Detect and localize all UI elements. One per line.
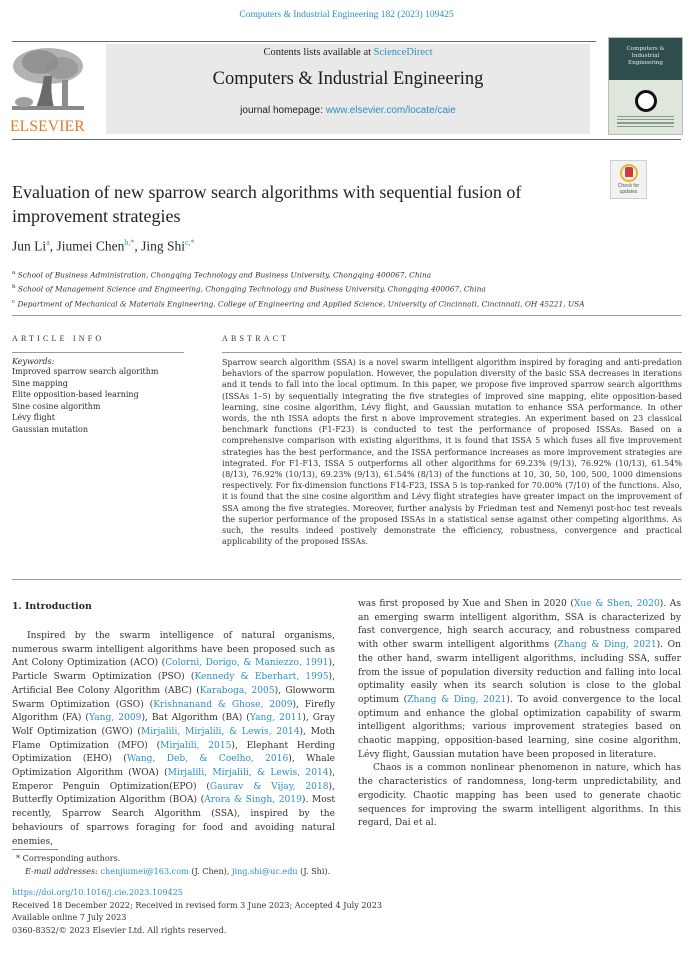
citation-link[interactable]: Karaboga, 2005	[199, 685, 275, 696]
keywords-label: Keywords:	[12, 357, 55, 366]
copyright: 0360-8352/© 2023 Elsevier Ltd. All rights reserved.	[12, 924, 227, 935]
check-for-updates-button[interactable]: Check for updates	[610, 160, 647, 199]
keyword: Sine mapping	[12, 378, 68, 388]
running-head[interactable]	[0, 10, 693, 20]
citation-link[interactable]: Yang, 2009	[88, 713, 142, 724]
keyword: Elite opposition-based learning	[12, 390, 139, 399]
citation-link[interactable]: Wang, Deb, & Coelho, 2016	[126, 754, 289, 765]
cover-title-block: Computers & Industrial Engineering	[609, 38, 682, 80]
cover-emblem-icon	[635, 90, 657, 112]
citation-link[interactable]: Xue & Shen, 2020	[573, 599, 660, 609]
author-affil-marker[interactable]: a	[46, 238, 50, 247]
author-affil-marker[interactable]: b,*	[124, 238, 135, 247]
author-affil-marker[interactable]: c,*	[184, 238, 195, 247]
affiliation: $^b$ School of Management Science and Engineering, Chongqing Technology and Business University, Chongqing 400067, China	[12, 284, 486, 294]
intro-paragraph: was first proposed by Xue and Shen in 2020 (Xue & Shen, 2020). As an emerging swarm intelligent algorithm, SSA is characterized by fast convergence, high search accuracy, and robustness compared with other swarm intelligent algorithms (Zhang & Ding, 2021). On the other hand, swarm intelligent algorithms, including SSA, suffer from the issue of population diversity reduction and falling into local optimality easily when its search solution is close to the global optimum (Zhang & Ding, 2021). To avoid convergence to the local optimum and enhance the global optimization capability of swarm intelligent algorithms; various improvement strategies based on chaotic mapping, opposition-based learning, sine cosine algorithm, Lévy flight, Gaussian mutation have been proposed in literature.	[358, 599, 681, 760]
footnotes	[16, 852, 330, 877]
journal-homepage-link[interactable]: www.elsevier.com/locate/caie	[325, 105, 456, 116]
crossmark-icon	[620, 164, 638, 182]
keyword: Lévy flight	[12, 413, 56, 422]
journal-homepage-line: journal homepage: www.elsevier.com/locate/caie	[240, 105, 456, 116]
header-rule-top	[12, 41, 596, 42]
journal-title: Computers & Industrial Engineering	[212, 69, 484, 89]
abstract-heading: ABSTRACT	[222, 334, 290, 343]
journal-cover-thumbnail[interactable]	[608, 37, 683, 135]
email-note: E-mail addresses: chenjiumei@163.com (J. Chen), jing.shi@uc.edu (J. Shi).	[25, 865, 331, 876]
body-column-left	[12, 630, 335, 849]
keyword: Sine cosine algorithm	[12, 401, 101, 411]
received-dates: Received 18 December 2022; Received in revised form 3 June 2023; Accepted 4 July 2023	[12, 899, 383, 910]
body-column-right	[358, 598, 681, 831]
author-name[interactable]: Jiumei Chen	[56, 238, 125, 254]
header-rule-bottom	[12, 139, 681, 140]
article-info-heading: ARTICLE INFO	[12, 334, 105, 343]
keyword: Improved sparrow search algorithm	[12, 367, 159, 376]
footnote-rule	[12, 849, 58, 850]
citation-link[interactable]: Arora & Singh, 2019	[204, 795, 302, 806]
elsevier-logo[interactable]	[10, 46, 90, 134]
abstract-text: Sparrow search algorithm (SSA) is a novel swarm intelligent algorithm inspired by foraging and anti-predation behaviors of the sparrow population. However, the population diversity of the basic SSA decreases in iterations and it tends to fall into the local optimum. In this paper, we propose five improved sparrow search algorithms (ISSAs 1–5) by sequentially integrating the five strategies of improved sine mapping, elite opposition-based learning, sine cosine algorithm, Lévy flight, and Gaussian mutation to enhance SSA performance. In other words, the nth ISSA adopts the first n above improvement strategies. An experiment based on 23 classical benchmark functions (F1-F23) is conducted to test the performance of proposed ISSAs. Based on a comprehensive comparison with existing algorithms, it is found that ISSA 5 which fuses all five improvement strategies has the best performance, and the ISSA performance increases as more improvement strategies are integrated. For F1-F13, ISSA 5 outperforms all other algorithms for 69.23% (9/13), 76.92% (10/13), 61.54% (8/13), 76.92% (10/13), 69.23% (9/13), 61.54% (8/13) of the functions at 10, 30, 50, 100, 500, 1000 dimensions respectively. For fix-dimension functions F14-F23, ISSA 5 is top-ranked for 70.00% (7/10) of the functions. Also, it is found that the sine cosine algorithm and Lévy flight strategies have greater impact on the improvement of SSA among the five strategies. Moreover, further analysis by Friedman test and Nemenyi post-hoc test reveals the superior performance of the proposed ISSAs in a statistical sense against other competing algorithms. As such, the results indeed postively demonstrate the efficiency, robustness, convergence and practical applicability of the proposed ISSAs.	[222, 358, 682, 547]
author-list: Jun Li$^a$, Jiumei Chen$^{b,*}$, Jing Shi$^{c,*}$	[12, 238, 195, 254]
citation-link[interactable]: Zhang & Ding, 2021	[407, 694, 507, 705]
introduction-heading: 1. Introduction	[12, 601, 92, 612]
citation-link[interactable]: Mirjalili, 2015	[160, 740, 232, 751]
doi-link[interactable]: https://doi.org/10.1016/j.cie.2023.109425	[12, 887, 183, 897]
citation-link[interactable]: Kennedy & Eberhart, 1995	[194, 672, 329, 683]
citation-link[interactable]: Yang, 2011	[249, 713, 303, 724]
email-link[interactable]: jing.shi@uc.edu	[231, 865, 298, 876]
cover-fine-print	[609, 116, 682, 127]
author-name[interactable]: Jing Shi	[141, 238, 185, 254]
article-metadata	[12, 886, 382, 936]
contents-line: Contents lists available at ScienceDirect	[263, 47, 433, 58]
journal-masthead	[106, 44, 590, 134]
author-name[interactable]: Jun Li	[12, 238, 47, 254]
citation-link[interactable]: Colorni, Dorigo, & Maniezzo, 1991	[165, 658, 329, 669]
citation-link[interactable]: Krishnanand & Ghose, 2009	[153, 699, 293, 710]
article-title: Evaluation of new sparrow search algorithms with sequential fusion of improvement strategies	[12, 182, 522, 226]
elsevier-tree-icon	[10, 46, 86, 112]
intro-paragraph: Inspired by the swarm intelligence of natural organisms, numerous swarm intelligent algorithms have been proposed such as Ant Colony Optimization (ACO) (Colorni, Dorigo, & Maniezzo, 1991), Particle Swarm Optimization (PSO) (Kennedy & Eberhart, 1995), Artificial Bee Colony Algorithm (ABC) (Karaboga, 2005), Glowworm Swarm Optimization (GSO) (Krishnanand & Ghose, 2009), Firefly Algorithm (FA) (Yang, 2009), Bat Algorithm (BA) (Yang, 2011), Gray Wolf Optimization (GWO) (Mirjalili, Mirjalili, & Lewis, 2014), Moth Flame Optimization (MFO) (Mirjalili, 2015), Elephant Herding Optimization (EHO) (Wang, Deb, & Coelho, 2016), Whale Optimization Algorithm (WOA) (Mirjalili, Mirjalili, & Lewis, 2014), Emperor Penguin Optimization(EPO) (Gaurav & Vijay, 2018), Butterfly Optimization Algorithm (BOA) (Arora & Singh, 2019). Most recently, Sparrow Search Algorithm (SSA), inspired by the behaviours of sparrows foraging for food and avoiding natural enemies,	[12, 631, 336, 847]
article-info-rule	[12, 352, 184, 353]
elsevier-wordmark: ELSEVIER	[10, 118, 85, 135]
affiliation: $^c$ Department of Mechanical & Materials Engineering, College of Engineering and Applied Science, University of Cincinnati, Cincinnati, OH 45221, USA	[12, 298, 585, 309]
affiliations	[12, 267, 585, 310]
citation-link[interactable]: Gaurav & Vijay, 2018	[209, 781, 329, 792]
keyword: Gaussian mutation	[12, 424, 89, 434]
intro-paragraph: Chaos is a common nonlinear phenomenon in nature, which has the characteristics of randomness, long-term unpredictability, and ergodicity. Chaotic mapping has been used to generate chaotic sequences for improving the swarm intelligent algorithms. In this regard, Dai et al.	[358, 763, 681, 829]
available-online: Available online 7 July 2023	[12, 912, 127, 922]
citation-link[interactable]: Mirjalili, Mirjalili, & Lewis, 2014	[140, 726, 300, 737]
abstract	[222, 334, 682, 547]
journal-citation-link[interactable]: Computers & Industrial Engineering 182 (2023) 109425	[239, 10, 454, 20]
corresponding-note: * Corresponding authors.	[16, 853, 121, 863]
section-divider	[12, 315, 681, 316]
citation-link[interactable]: Mirjalili, Mirjalili, & Lewis, 2014	[167, 768, 329, 779]
abstract-rule	[222, 352, 682, 353]
affiliation: $^a$ School of Business Administration, Chongqing Technology and Business University, Chongqing 400067, China	[12, 270, 432, 280]
sciencedirect-link[interactable]: ScienceDirect	[373, 47, 433, 58]
article-info	[12, 334, 184, 435]
email-link[interactable]: chenjiumei@163.com	[100, 865, 189, 876]
citation-link[interactable]: Zhang & Ding, 2021	[557, 640, 657, 651]
abstract-bottom-rule	[12, 579, 681, 580]
